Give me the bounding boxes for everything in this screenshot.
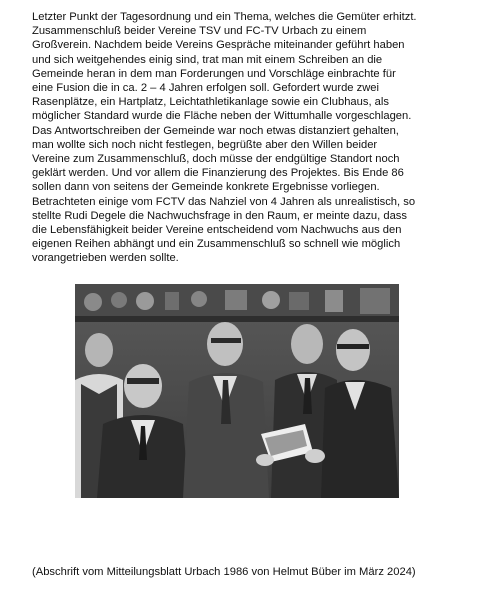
article-line: Letzter Punkt der Tagesordnung und ein Thema, welches die Gemüter erhitzt. [32,11,417,23]
article-line: Das Antwortschreiben der Gemeinde war noch etwas distanziert gehalten, [32,124,399,137]
article-line: möglicher Standard wurde die Fläche neben der Wittumhalle vorgeschlagen. [32,110,412,123]
article-line: eigenen Reihen abhängt und ein Zusammenschluß so schnell wie möglich [32,238,401,251]
article-line: stellte Rudi Degele die Nachwuchsfrage in den Raum, er meinte dazu, dass [32,209,407,222]
article-line: und sich weitgehendes einig sind, trat man mit einem Schreiben an die [32,53,383,66]
article-line: Rasenplätze, ein Hartplatz, Leichtathletikanlage sowie ein Clubhaus, als [32,96,389,109]
article-line: Großverein. Nachdem beide Vereins Gespräche miteinander geführt haben [32,39,405,52]
article-line: Gemeinde heran in dem man Forderungen und Vorschläge einbrachte für [32,67,396,80]
article-line: man wollte sich noch nicht festlegen, begrüßte aber den Willen beider [32,138,378,151]
group-photo [75,284,399,498]
article-line: Zusammenschluß beider Vereine TSV und FC-TV Urbach zu einem [32,25,367,38]
article-line: Betrachteten einige vom FCTV das Nahziel von 4 Jahren als unrealistisch, so [32,195,416,208]
article-text [32,10,462,266]
article-line: eine Fusion die in ca. 2 – 4 Jahren erfolgen soll. Gefordert wurde zwei [32,82,380,95]
article-line: vorangetrieben werden sollte. [32,252,179,265]
article-line: sollen dann von seitens der Gemeinde konkrete Ergebnisse vorliegen. [32,181,380,194]
photo-caption: (Abschrift vom Mitteilungsblatt Urbach 1986 von Helmut Büber im März 2024) [32,566,416,578]
article-line: die Lebensfähigkeit beider Vereine entscheidend vom Nachwuchs aus den [32,224,402,237]
article-line: Vereine zum Zusammenschluß, doch müsse der endgültige Standort noch [32,153,400,166]
article-line: geklärt werden. Und vor allem die Finanzierung des Projektes. Bis Ende 86 [32,167,404,180]
